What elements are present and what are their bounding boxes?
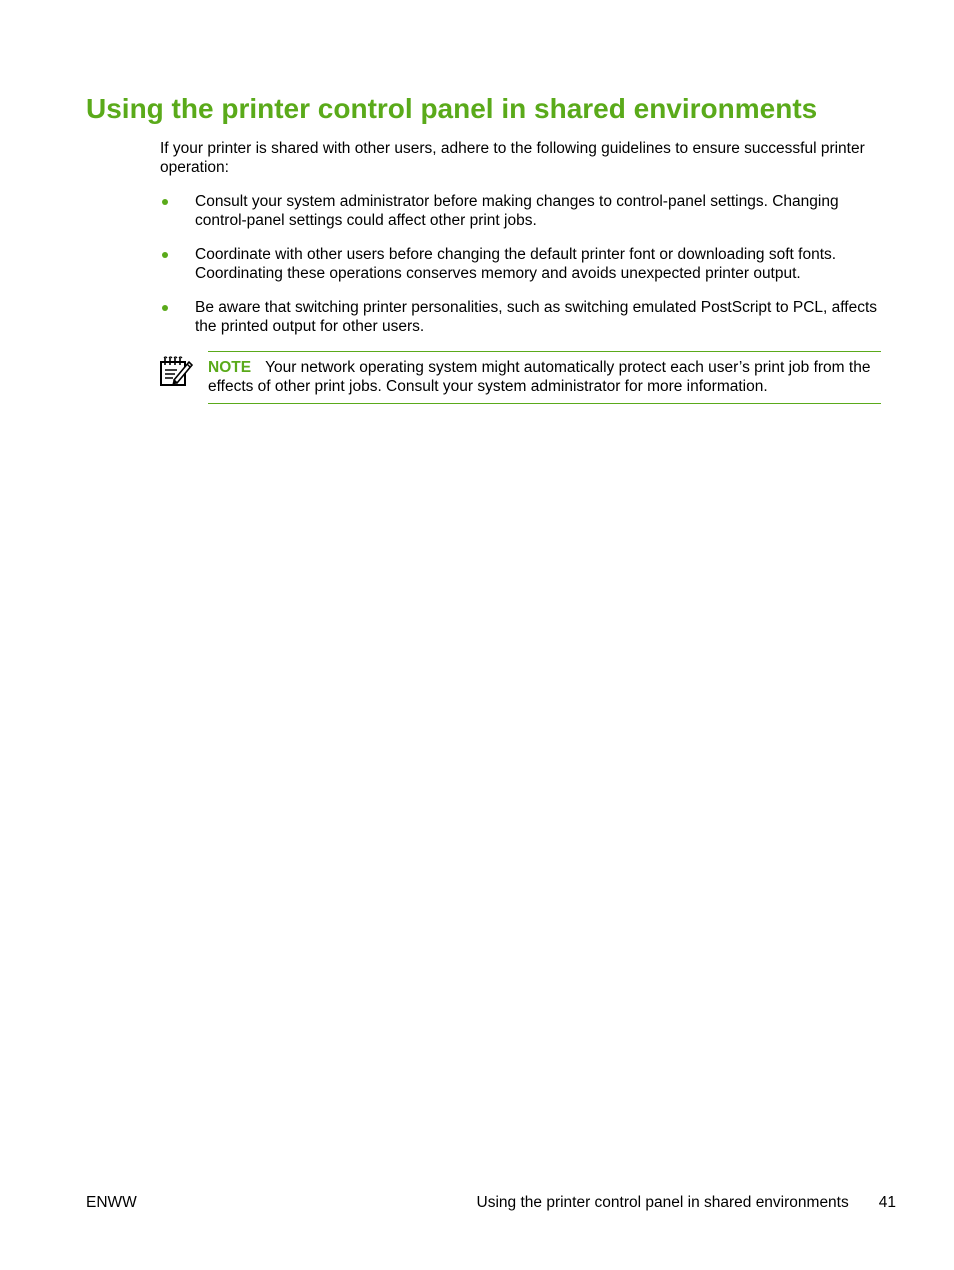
footer-left: ENWW [86,1194,137,1211]
note-label: NOTE [208,359,252,376]
page-number: 41 [878,1194,896,1211]
footer-section-title: Using the printer control panel in shared environments [476,1194,849,1211]
note-text: Your network operating system might automatically protect each user’s print job from the effects of other print jobs. Consult your system administrator for more information. [208,359,871,395]
bullet-icon [162,199,168,205]
list-item-text: Be aware that switching printer personalities, such as switching emulated PostScript to PCL, affects the printed output for other users. [195,299,878,335]
list-item-text: Consult your system administrator before making changes to control-panel settings. Changing control-panel settings could affect other print jobs. [195,193,839,229]
note-pencil-icon [158,353,194,389]
intro-paragraph: If your printer is shared with other users, adhere to the following guidelines to ensure successful printer operation: [160,140,865,176]
list-item [160,298,890,336]
list-item [160,192,890,230]
bullet-icon [162,252,168,258]
guideline-list [160,192,890,351]
page-title: Using the printer control panel in shared environments [86,93,818,124]
list-item [160,245,890,283]
note-box [208,351,881,404]
bullet-icon [162,305,168,311]
footer-right [477,1193,896,1212]
list-item-text: Coordinate with other users before changing the default printer font or downloading soft fonts. Coordinating these operations conserves memory and avoids unexpected printer output. [195,246,837,282]
